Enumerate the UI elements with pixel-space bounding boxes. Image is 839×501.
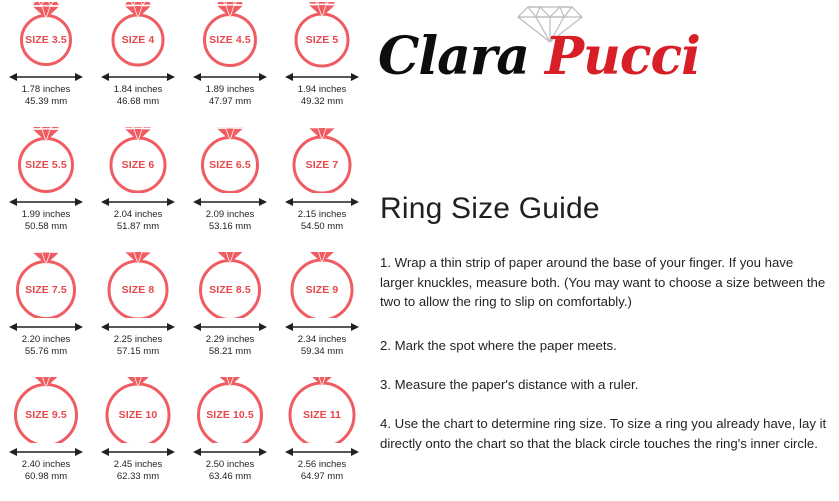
- guide-step-4: [380, 414, 828, 453]
- ring-measurement: [184, 459, 276, 483]
- double-arrow-icon: [7, 195, 85, 207]
- ring-measurement-inches: 1.78 inches: [21, 84, 71, 95]
- ring-size-cell: [276, 375, 368, 500]
- ring-size-cell: [0, 0, 92, 125]
- ring-size-label: SIZE 9: [305, 284, 339, 296]
- ring-measurement-inches: 2.15 inches: [297, 209, 347, 220]
- ring-size-cell: [184, 0, 276, 125]
- ring-size-cell: [276, 0, 368, 125]
- ring-size-label: SIZE 4.5: [209, 34, 251, 46]
- brand-word-clara: Clara: [378, 26, 529, 87]
- page-title: Ring Size Guide: [380, 192, 600, 225]
- ring-size-label: SIZE 6: [121, 159, 155, 171]
- ring-measurement-inches: 2.09 inches: [205, 209, 255, 220]
- ring-measurement-inches: 1.99 inches: [21, 209, 71, 220]
- guide-step-4-text: Use the chart to determine ring size. To size a ring you already have, lay it directly onto the chart so that the black circle touches the ring's inner circle.: [380, 416, 827, 451]
- ring-measurement: [184, 209, 276, 233]
- ring-size-cell: [276, 125, 368, 250]
- ring-size-label: SIZE 10: [118, 409, 158, 421]
- ring-measurement-inches: 2.04 inches: [113, 209, 163, 220]
- guide-step-2: [380, 336, 828, 356]
- ring-measurement-inches: 2.45 inches: [113, 459, 163, 470]
- ring-size-label: SIZE 6.5: [209, 159, 251, 171]
- ring-measurement-mm: 63.46 mm: [208, 471, 252, 482]
- guide-step-3-number: 3.: [380, 377, 391, 392]
- ring-measurement: [92, 84, 184, 108]
- ring-measurement-mm: 60.98 mm: [24, 471, 68, 482]
- ring-size-label: SIZE 5.5: [25, 159, 67, 171]
- guide-step-2-number: 2.: [380, 338, 391, 353]
- double-arrow-icon: [283, 445, 361, 457]
- ring-measurement-inches: 2.50 inches: [205, 459, 255, 470]
- guide-step-3: [380, 375, 828, 395]
- ring-measurement-mm: 51.87 mm: [116, 221, 160, 232]
- guide-step-4-number: 4.: [380, 416, 391, 431]
- double-arrow-icon: [7, 70, 85, 82]
- ring-size-label: SIZE 7.5: [25, 284, 67, 296]
- ring-size-label: SIZE 10.5: [206, 409, 254, 421]
- ring-measurement: [184, 84, 276, 108]
- ring-size-label: SIZE 8: [121, 284, 155, 296]
- ring-measurement: [276, 209, 368, 233]
- double-arrow-icon: [283, 195, 361, 207]
- double-arrow-icon: [191, 70, 269, 82]
- ring-measurement-mm: 53.16 mm: [208, 221, 252, 232]
- ring-measurement: [184, 334, 276, 358]
- ring-measurement-inches: 2.20 inches: [21, 334, 71, 345]
- ring-size-cell: [92, 250, 184, 375]
- double-arrow-icon: [99, 445, 177, 457]
- guide-step-1-number: 1.: [380, 255, 391, 270]
- ring-size-cell: [184, 250, 276, 375]
- ring-measurement: [92, 334, 184, 358]
- ring-size-label: SIZE 8.5: [209, 284, 251, 296]
- ring-measurement-mm: 45.39 mm: [24, 96, 68, 107]
- ring-size-label: SIZE 9.5: [25, 409, 67, 421]
- ring-size-cell: [92, 375, 184, 500]
- ring-measurement-mm: 59.34 mm: [300, 346, 344, 357]
- ring-measurement-inches: 1.89 inches: [205, 84, 255, 95]
- ring-measurement-inches: 2.25 inches: [113, 334, 163, 345]
- ring-size-cell: [92, 125, 184, 250]
- ring-size-cell: [0, 125, 92, 250]
- ring-size-label: SIZE 4: [121, 34, 155, 46]
- double-arrow-icon: [283, 320, 361, 332]
- double-arrow-icon: [99, 195, 177, 207]
- ring-measurement-inches: 2.34 inches: [297, 334, 347, 345]
- guide-step-1: [380, 253, 828, 312]
- ring-size-label: SIZE 11: [302, 409, 342, 421]
- ring-measurement-mm: 57.15 mm: [116, 346, 160, 357]
- guide-step-1-text: Wrap a thin strip of paper around the base of your finger. If you have larger knuckles, measure both. (You may want to choose a size between the two to allow the ring to slip on comfortably.): [380, 255, 826, 309]
- double-arrow-icon: [7, 320, 85, 332]
- ring-size-cell: [184, 375, 276, 500]
- ring-size-cell: [276, 250, 368, 375]
- ring-measurement-mm: 46.68 mm: [116, 96, 160, 107]
- ring-measurement-inches: 2.29 inches: [205, 334, 255, 345]
- brand-word-pucci: Pucci: [544, 26, 700, 87]
- ring-measurement: [0, 334, 92, 358]
- ring-measurement: [0, 459, 92, 483]
- ring-measurement: [0, 209, 92, 233]
- double-arrow-icon: [191, 195, 269, 207]
- ring-measurement-mm: 64.97 mm: [300, 471, 344, 482]
- ring-size-cell: [0, 250, 92, 375]
- brand-wordmark: [378, 26, 778, 96]
- guide-step-2-text: Mark the spot where the paper meets.: [394, 338, 617, 353]
- ring-measurement-inches: 1.84 inches: [113, 84, 163, 95]
- ring-measurement-mm: 54.50 mm: [300, 221, 344, 232]
- ring-measurement: [0, 84, 92, 108]
- ring-measurement: [92, 209, 184, 233]
- ring-size-label: SIZE 7: [305, 159, 339, 171]
- double-arrow-icon: [99, 70, 177, 82]
- ring-size-cell: [184, 125, 276, 250]
- brand-logo: [378, 4, 778, 100]
- ring-measurement-mm: 49.32 mm: [300, 96, 344, 107]
- ring-size-cell: [0, 375, 92, 500]
- ring-measurement: [92, 459, 184, 483]
- double-arrow-icon: [191, 320, 269, 332]
- right-panel: [368, 0, 839, 501]
- ring-measurement-mm: 62.33 mm: [116, 471, 160, 482]
- guide-step-3-text: Measure the paper's distance with a ruler.: [394, 377, 639, 392]
- double-arrow-icon: [99, 320, 177, 332]
- double-arrow-icon: [283, 70, 361, 82]
- ring-size-cell: [92, 0, 184, 125]
- ring-measurement: [276, 459, 368, 483]
- ring-measurement-mm: 47.97 mm: [208, 96, 252, 107]
- ring-measurement-mm: 55.76 mm: [24, 346, 68, 357]
- ring-size-chart: [0, 0, 368, 501]
- ring-measurement-mm: 50.58 mm: [24, 221, 68, 232]
- ring-measurement: [276, 334, 368, 358]
- double-arrow-icon: [191, 445, 269, 457]
- double-arrow-icon: [7, 445, 85, 457]
- ring-measurement-inches: 1.94 inches: [297, 84, 347, 95]
- ring-size-label: SIZE 5: [305, 34, 339, 46]
- ring-measurement: [276, 84, 368, 108]
- ring-measurement-inches: 2.56 inches: [297, 459, 347, 470]
- ring-measurement-mm: 58.21 mm: [208, 346, 252, 357]
- ring-size-label: SIZE 3.5: [25, 34, 67, 46]
- ring-measurement-inches: 2.40 inches: [21, 459, 71, 470]
